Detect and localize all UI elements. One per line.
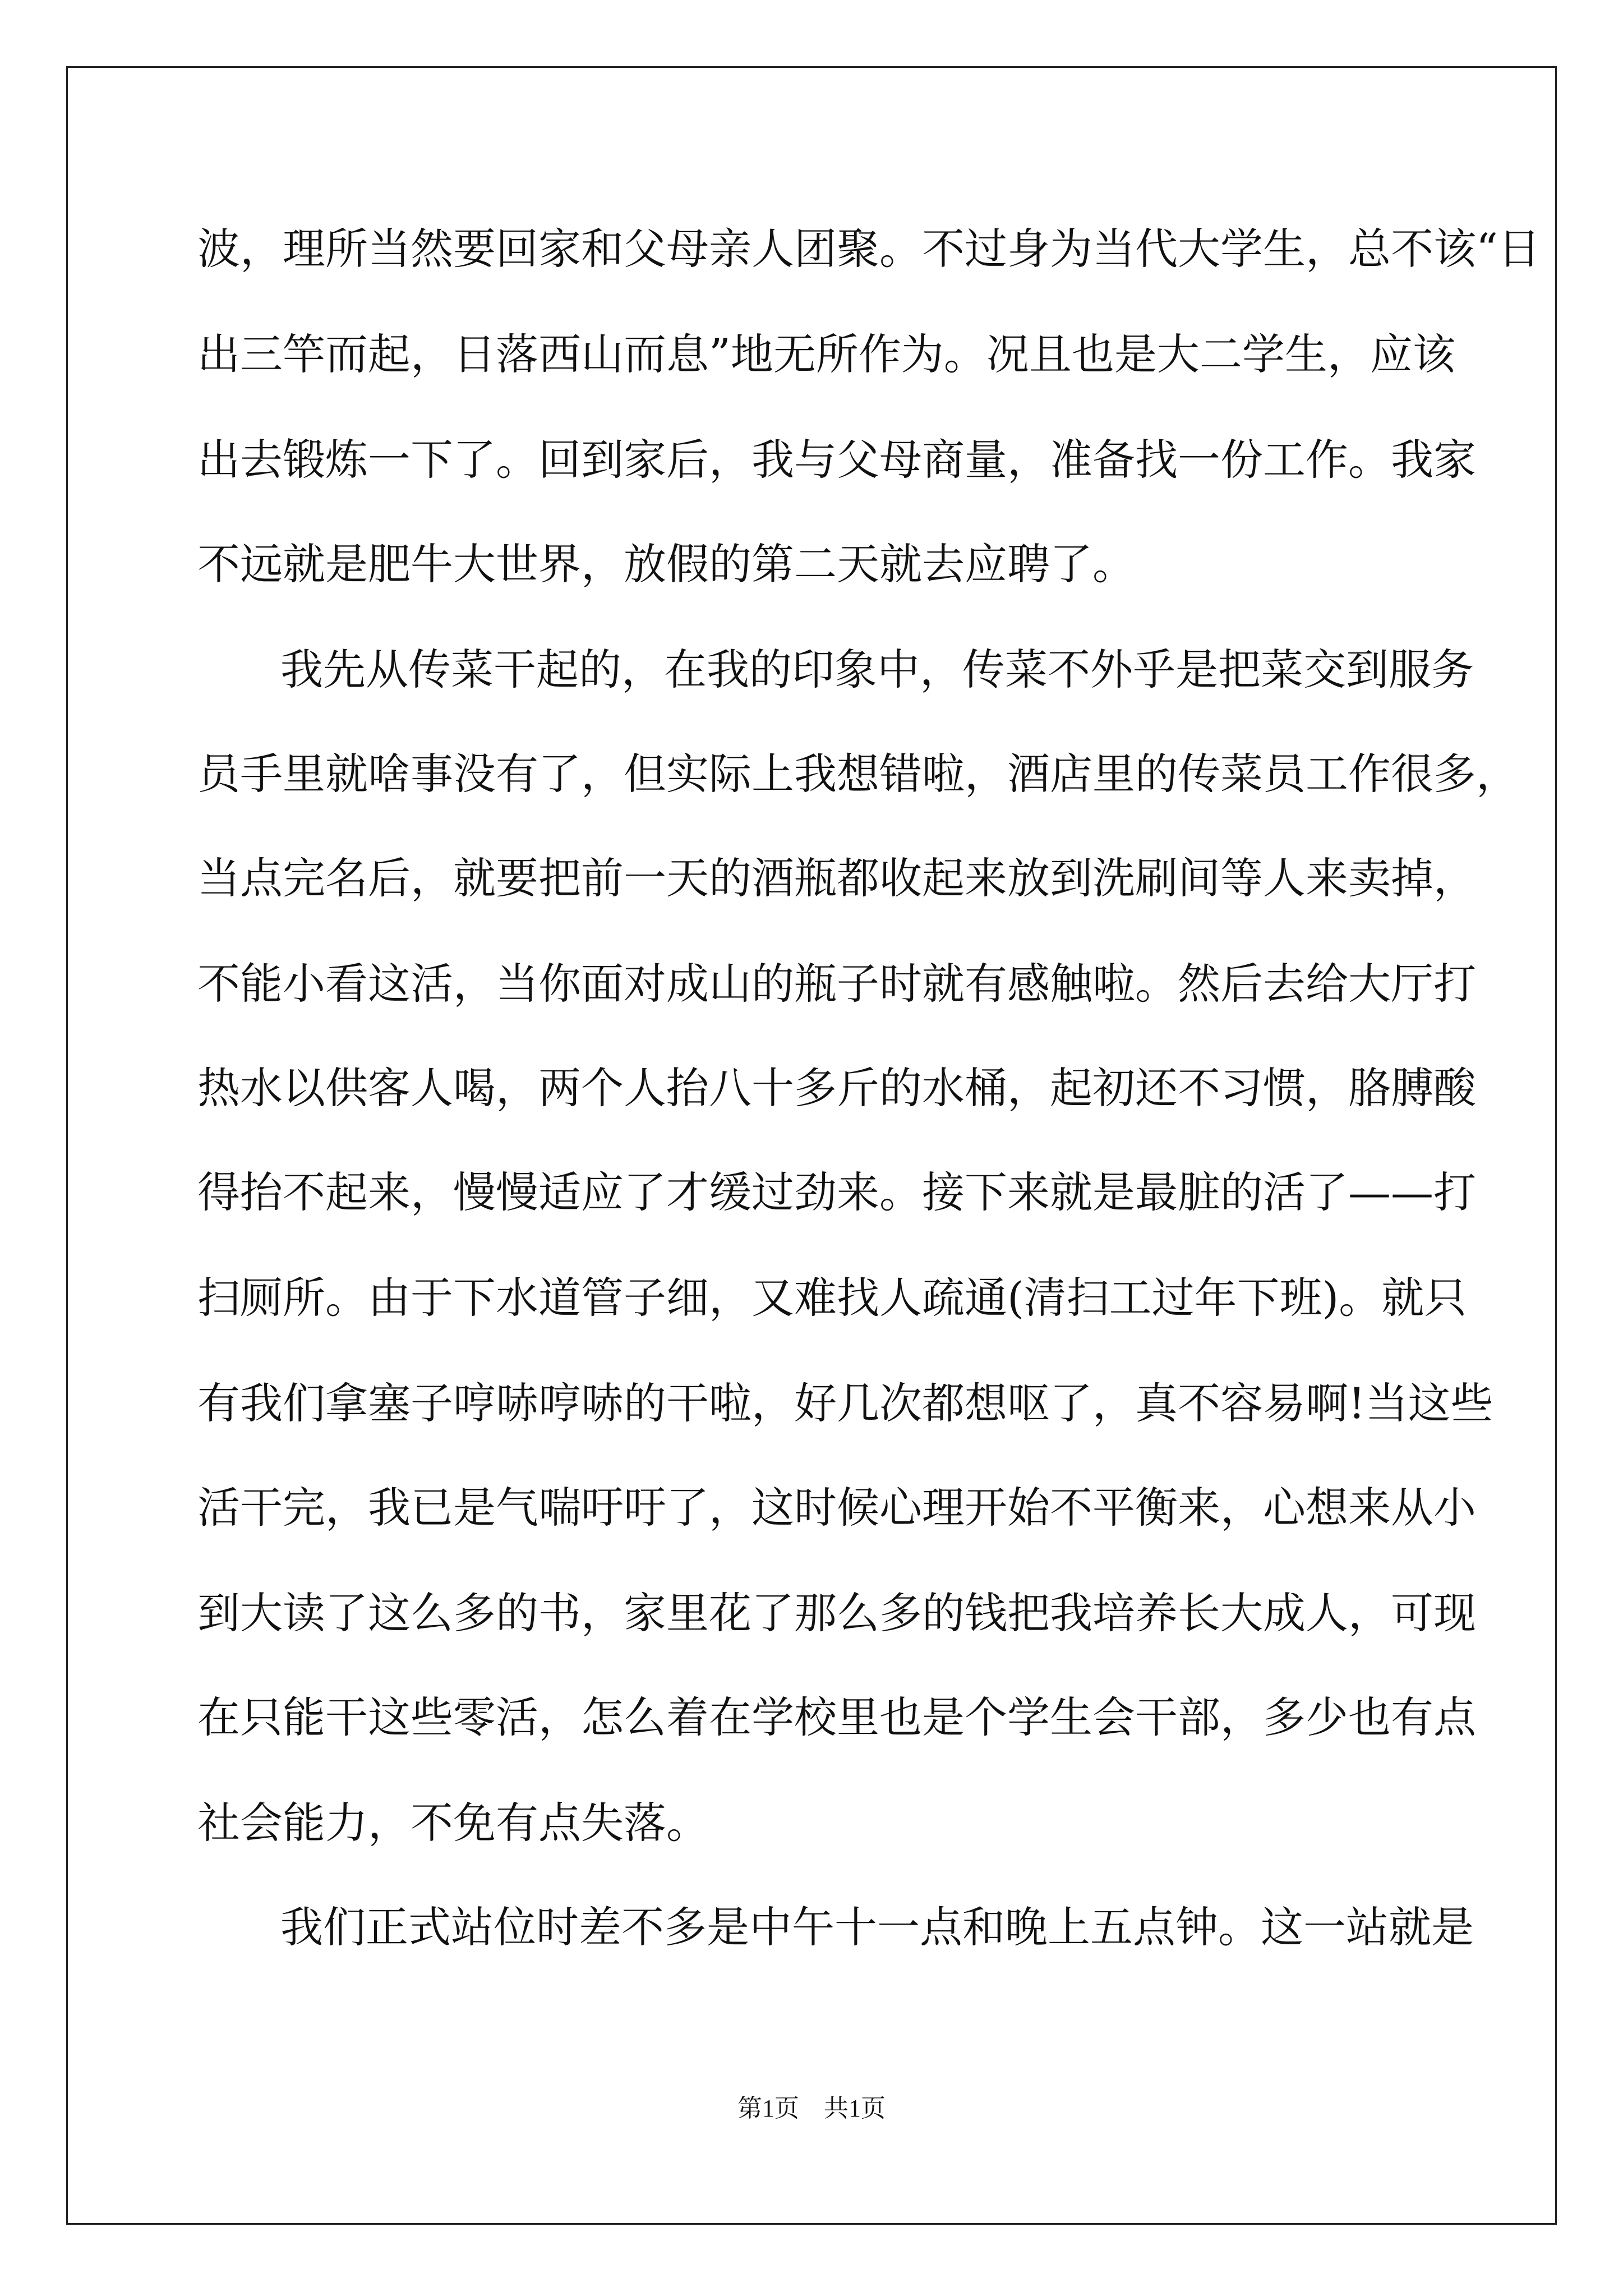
text-line: 出三竿而起，日落西山而息”地无所作为。况且也是大二学生，应该 bbox=[197, 329, 1455, 379]
text-line: 活干完，我已是气喘吁吁了，这时候心理开始不平衡来，心想来从小 bbox=[197, 1483, 1476, 1533]
text-line: 我们正式站位时差不多是中午十一点和晚上五点钟。这一站就是 bbox=[280, 1902, 1474, 1952]
text-line: 波，理所当然要回家和父母亲人团聚。不过身为当代大学生，总不该“日 bbox=[197, 224, 1541, 274]
text-line: 热水以供客人喝，两个人抬八十多斤的水桶，起初还不习惯，胳膊酸 bbox=[197, 1063, 1476, 1113]
text-line: 当点完名后，就要把前一天的酒瓶都收起来放到洗刷间等人来卖掉， bbox=[197, 853, 1476, 903]
text-line: 员手里就啥事没有了，但实际上我想错啦，酒店里的传菜员工作很多， bbox=[197, 749, 1519, 799]
text-line: 社会能力，不免有点失落。 bbox=[197, 1798, 709, 1848]
text-line: 不远就是肥牛大世界，放假的第二天就去应聘了。 bbox=[197, 539, 1135, 589]
text-line: 扫厕所。由于下水道管子细，又难找人疏通(清扫工过年下班)。就只 bbox=[197, 1273, 1467, 1323]
text-line: 我先从传菜干起的，在我的印象中，传菜不外乎是把菜交到服务 bbox=[280, 645, 1474, 694]
text-line: 出去锻炼一下了。回到家后，我与父母商量，准备找一份工作。我家 bbox=[197, 435, 1476, 485]
text-line: 在只能干这些零活，怎么着在学校里也是个学生会干部，多少也有点 bbox=[197, 1692, 1476, 1742]
page-border bbox=[66, 66, 1557, 2225]
text-line: 得抬不起来，慢慢适应了才缓过劲来。接下来就是最脏的活了——打 bbox=[197, 1167, 1476, 1217]
text-line: 不能小看这活，当你面对成山的瓶子时就有感触啦。然后去给大厅打 bbox=[197, 959, 1476, 1009]
page-footer: 第1页 共1页 bbox=[737, 2095, 886, 2122]
text-line: 到大读了这么多的书，家里花了那么多的钱把我培养长大成人，可现 bbox=[197, 1588, 1476, 1638]
text-line: 有我们拿塞子哼哧哼哧的干啦，好几次都想呕了，真不容易啊!当这些 bbox=[197, 1378, 1493, 1428]
